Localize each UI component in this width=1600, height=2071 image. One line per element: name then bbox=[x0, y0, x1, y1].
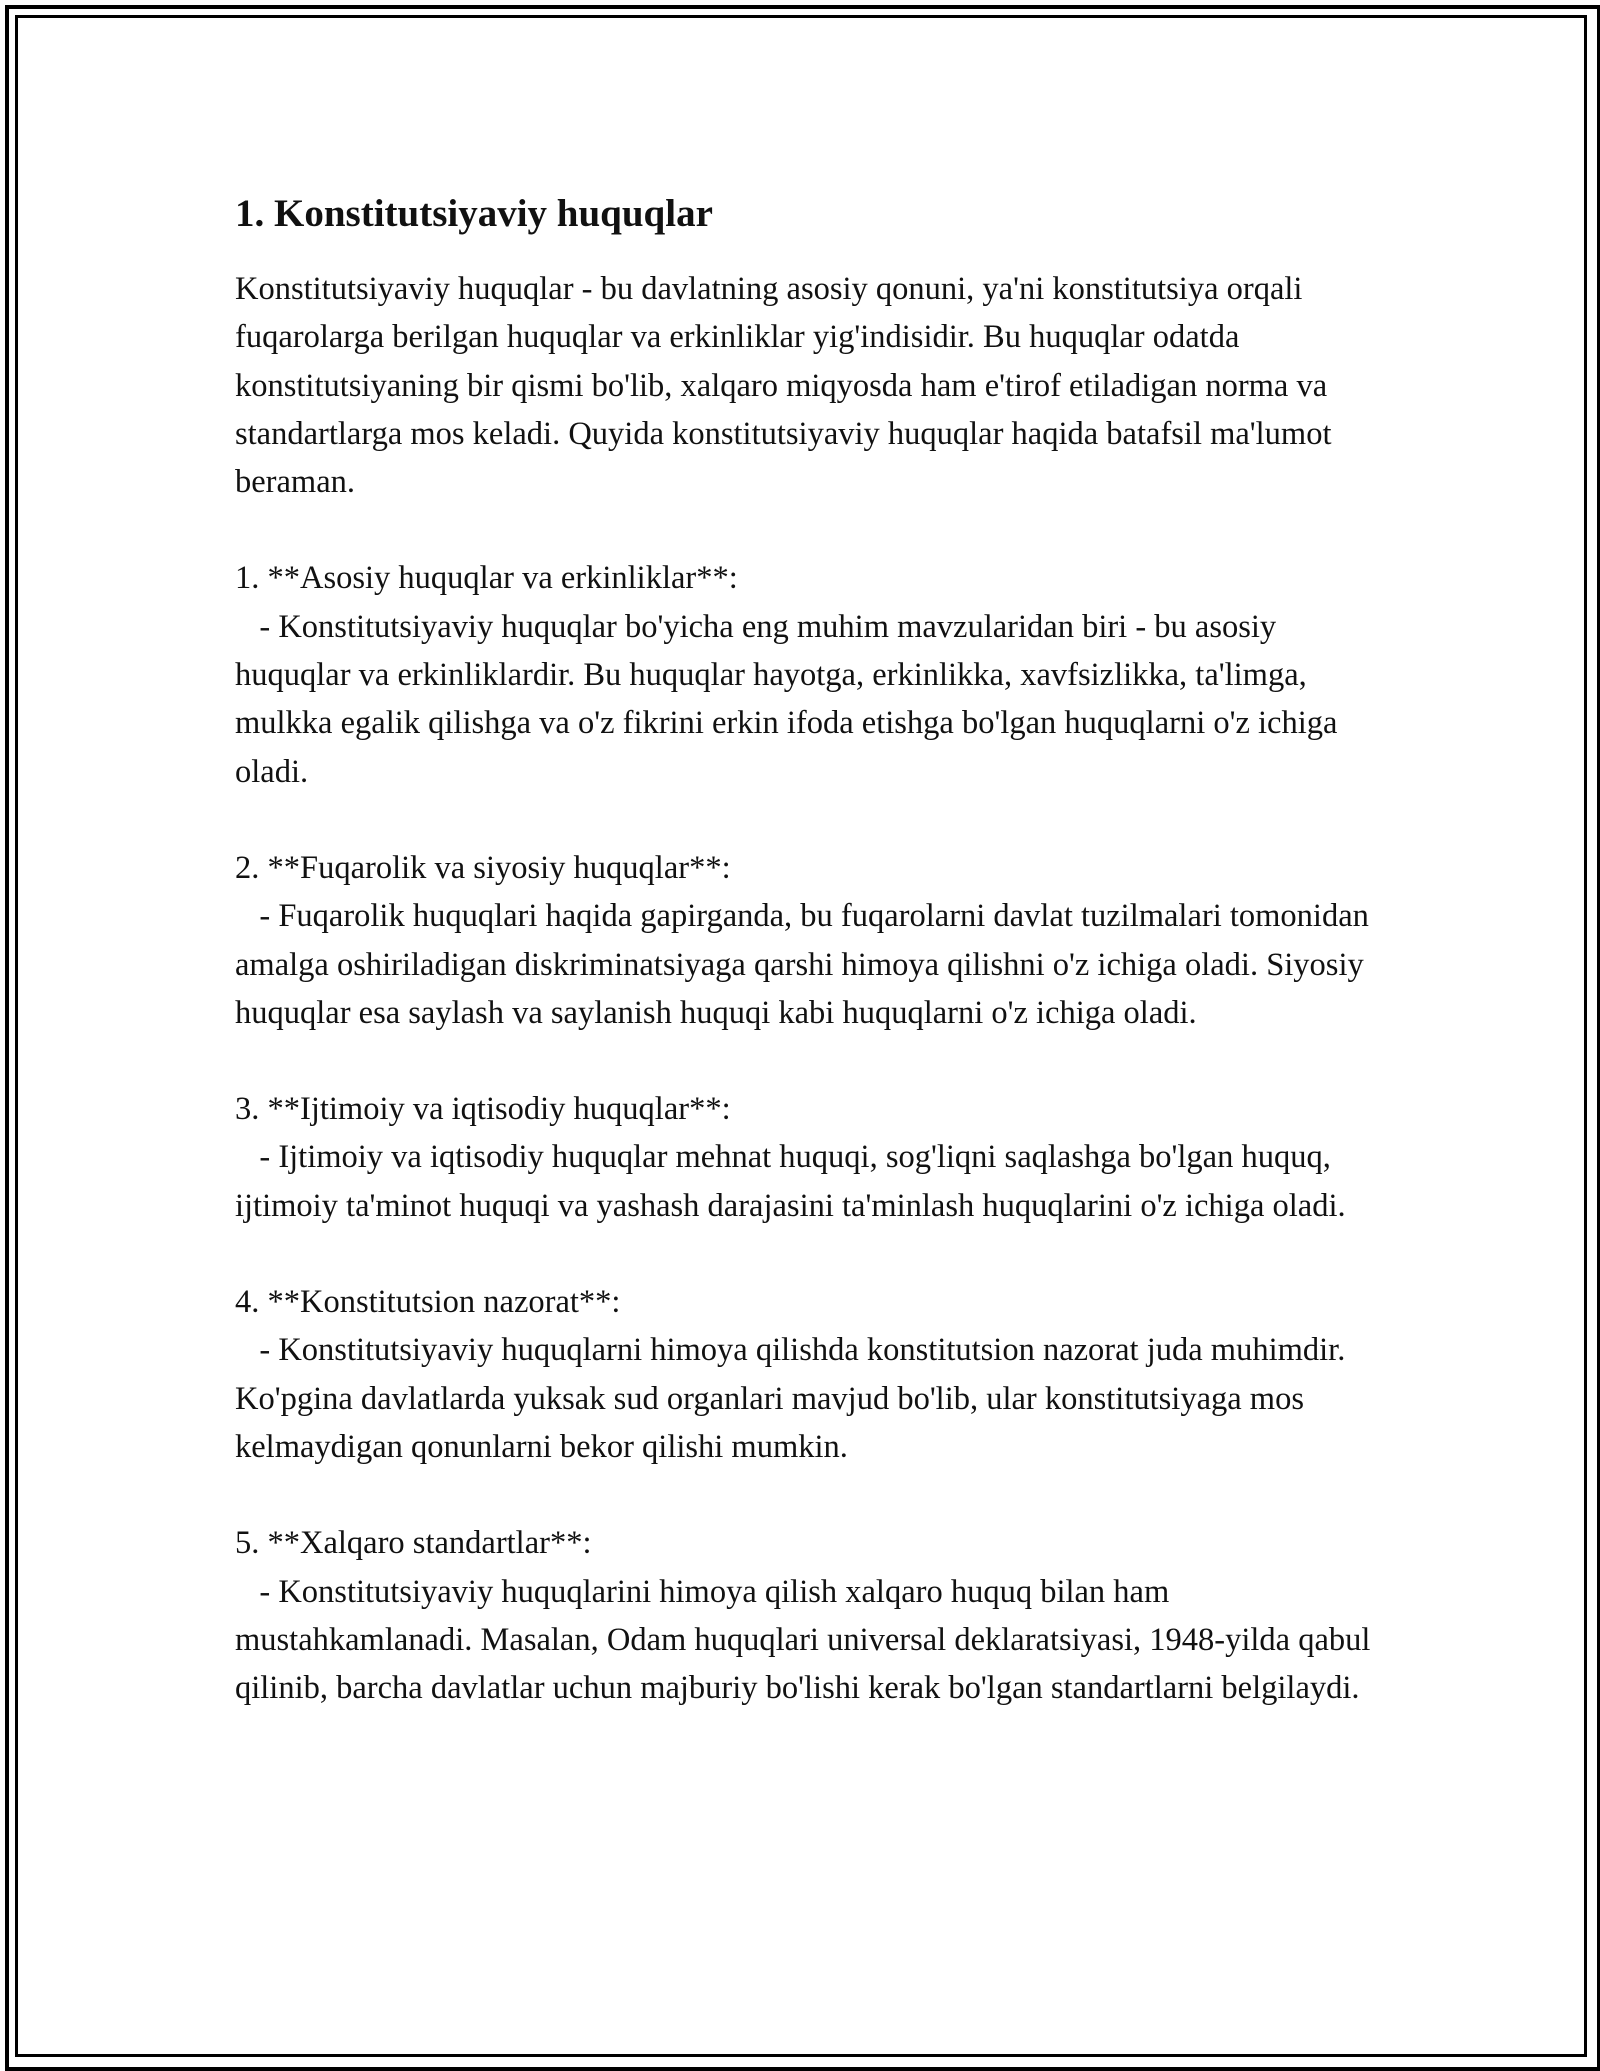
list-item-title: 3. **Ijtimoiy va iqtisodiy huquqlar**: bbox=[235, 1091, 731, 1128]
document-content bbox=[235, 185, 1385, 1712]
list-item bbox=[235, 844, 1385, 1037]
list-item-title: 1. **Asosiy huquqlar va erkinliklar**: bbox=[235, 560, 738, 597]
list-item-body: - Fuqarolik huquqlari haqida gapirganda, bu fuqarolarni davlat tuzilmalari tomonidan amalga oshiriladigan diskriminatsiyaga qarshi himoya qilishni o'z ichiga oladi. Siyosiy huquqlar esa saylash va saylanish huquqi kabi huquqlarni o'z ichiga oladi. bbox=[235, 898, 1378, 1031]
list-item bbox=[235, 1519, 1385, 1712]
page-title: 1. Konstitutsiyaviy huquqlar bbox=[235, 192, 713, 235]
list-item-body: - Ijtimoiy va iqtisodiy huquqlar mehnat huquqi, sog'liqni saqlashga bo'lgan huquq, ijtimoiy ta'minot huquqi va yashash darajasini ta'minlash huquqlarini o'z ichiga oladi. bbox=[235, 1139, 1346, 1224]
list-item-body: - Konstitutsiyaviy huquqlarni himoya qilishda konstitutsion nazorat juda muhimdir. Ko'pgina davlatlarda yuksak sud organlari mavjud bo'lib, ular konstitutsiyaga mos kelmaydigan qonunlarni bekor qilishi mumkin. bbox=[235, 1332, 1354, 1465]
list-item-body: - Konstitutsiyaviy huquqlar bo'yicha eng muhim mavzularidan biri - bu asosiy huquqlar va erkinliklardir. Bu huquqlar hayotga, erkinlikka, xavfsizlikka, ta'limga, mulkka egalik qilishga va o'z fikrini erkin ifoda etishga bo'lgan huquqlarni o'z ichiga oladi. bbox=[235, 608, 1346, 790]
list-item-body: - Konstitutsiyaviy huquqlarini himoya qilish xalqaro huquq bilan ham mustahkamlanadi. Masalan, Odam huquqlari universal deklaratsiyasi, 1948-yilda qabul qilinib, barcha davlatlar uchun majburiy bo'lishi kerak bo'lgan standartlarni belgilaydi. bbox=[235, 1573, 1379, 1707]
list-item bbox=[235, 1085, 1385, 1230]
intro-paragraph: Konstitutsiyaviy huquqlar - bu davlatning asosiy qonuni, ya'ni konstitutsiya orqali fuqarolarga berilgan huquqlar va erkinliklar yig'indisidir. Bu huquqlar odatda konstitutsiyaning bir qismi bo'lib, xalqaro miqyosda ham e'tirof etiladigan norma va standartlarga mos keladi. Quyida konstitutsiyaviy huquqlar haqida batafsil ma'lumot beraman. bbox=[235, 271, 1340, 501]
list-item-title: 4. **Konstitutsion nazorat**: bbox=[235, 1284, 621, 1321]
list-item-title: 2. **Fuqarolik va siyosiy huquqlar**: bbox=[235, 849, 731, 886]
list-item bbox=[235, 1278, 1385, 1471]
list-item bbox=[235, 554, 1385, 795]
list-item-title: 5. **Xalqaro standartlar**: bbox=[235, 1525, 592, 1562]
